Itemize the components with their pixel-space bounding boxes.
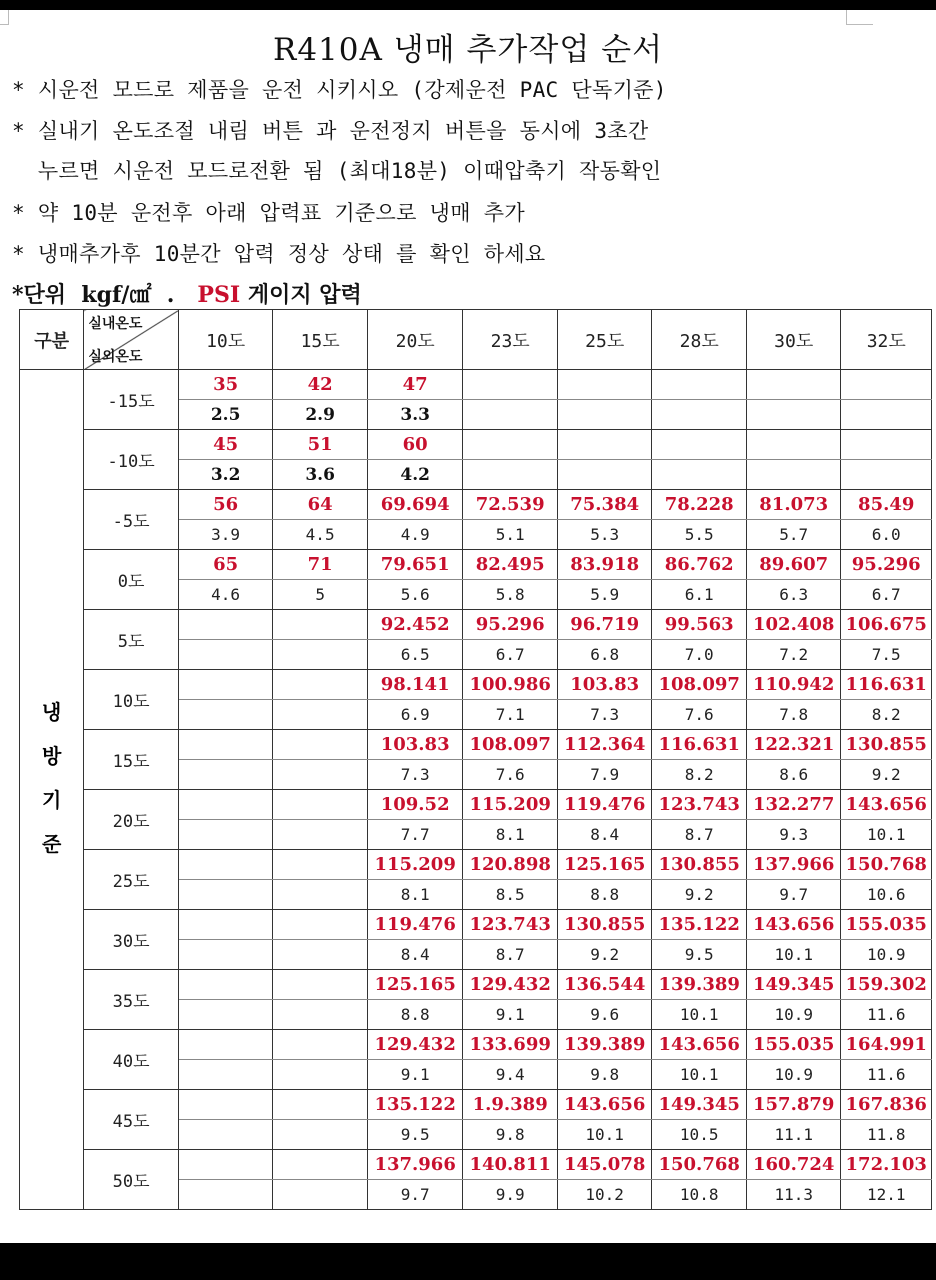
kgf-value-cell: 11.3 bbox=[746, 1180, 841, 1210]
psi-value-cell: 35 bbox=[178, 370, 273, 400]
kgf-value-cell: 6.9 bbox=[367, 700, 463, 730]
header-indoor-temp: 15도 bbox=[273, 310, 368, 370]
psi-value-cell: 123.743 bbox=[463, 910, 558, 940]
header-outdoor-label: 실외온도 bbox=[88, 349, 143, 365]
kgf-value-cell: 7.0 bbox=[652, 640, 747, 670]
kgf-value-cell bbox=[652, 460, 747, 490]
psi-value-cell: 139.389 bbox=[557, 1030, 652, 1060]
outdoor-temp-label: 50도 bbox=[84, 1150, 179, 1210]
pressure-table bbox=[19, 309, 932, 1210]
kgf-value-cell: 7.5 bbox=[841, 640, 932, 670]
page-corner-mark-left bbox=[0, 10, 9, 25]
kgf-value-cell: 6.7 bbox=[841, 580, 932, 610]
psi-value-cell: 71 bbox=[273, 550, 368, 580]
psi-value-cell: 130.855 bbox=[557, 910, 652, 940]
kgf-value-cell: 11.6 bbox=[841, 1060, 932, 1090]
psi-value-cell: 130.855 bbox=[841, 730, 932, 760]
psi-value-cell: 102.408 bbox=[746, 610, 841, 640]
psi-value-cell: 81.073 bbox=[746, 490, 841, 520]
header-indoor-temp: 23도 bbox=[463, 310, 558, 370]
psi-value-cell: 115.209 bbox=[367, 850, 463, 880]
kgf-value-cell: 9.7 bbox=[746, 880, 841, 910]
kgf-value-cell: 7.3 bbox=[557, 700, 652, 730]
psi-value-cell: 45 bbox=[178, 430, 273, 460]
table-row-psi bbox=[20, 970, 932, 1000]
note-line-5: * 냉매추가후 10분간 압력 정상 상태 를 확인 하세요 bbox=[12, 242, 546, 266]
kgf-value-cell bbox=[841, 400, 932, 430]
category-cell bbox=[20, 370, 84, 1210]
kgf-value-cell: 10.2 bbox=[557, 1180, 652, 1210]
psi-value-cell: 56 bbox=[178, 490, 273, 520]
kgf-value-cell: 7.9 bbox=[557, 760, 652, 790]
psi-value-cell bbox=[273, 730, 368, 760]
kgf-value-cell bbox=[273, 940, 368, 970]
kgf-value-cell: 8.1 bbox=[367, 880, 463, 910]
unit-line bbox=[12, 278, 362, 309]
kgf-value-cell: 8.1 bbox=[463, 820, 558, 850]
note-line-1: * 시운전 모드로 제품을 운전 시키시오 (강제운전 PAC 단독기준) bbox=[12, 78, 667, 102]
psi-value-cell bbox=[178, 790, 273, 820]
psi-value-cell bbox=[463, 370, 558, 400]
psi-value-cell bbox=[557, 370, 652, 400]
kgf-value-cell bbox=[178, 1180, 273, 1210]
kgf-value-cell bbox=[178, 640, 273, 670]
header-gubun: 구분 bbox=[20, 310, 84, 370]
kgf-value-cell: 12.1 bbox=[841, 1180, 932, 1210]
psi-value-cell: 72.539 bbox=[463, 490, 558, 520]
psi-value-cell: 51 bbox=[273, 430, 368, 460]
psi-value-cell: 160.724 bbox=[746, 1150, 841, 1180]
table-row-psi bbox=[20, 850, 932, 880]
psi-value-cell: 85.49 bbox=[841, 490, 932, 520]
outdoor-temp-label: 25도 bbox=[84, 850, 179, 910]
psi-value-cell: 1.9.389 bbox=[463, 1090, 558, 1120]
kgf-value-cell bbox=[273, 1120, 368, 1150]
psi-value-cell: 149.345 bbox=[652, 1090, 747, 1120]
kgf-value-cell bbox=[273, 1060, 368, 1090]
unit-separator: . bbox=[151, 282, 175, 308]
psi-value-cell: 69.694 bbox=[367, 490, 463, 520]
kgf-value-cell: 11.6 bbox=[841, 1000, 932, 1030]
kgf-value-cell: 11.8 bbox=[841, 1120, 932, 1150]
psi-value-cell: 103.83 bbox=[557, 670, 652, 700]
kgf-value-cell: 2.5 bbox=[178, 400, 273, 430]
kgf-value-cell: 11.1 bbox=[746, 1120, 841, 1150]
kgf-value-cell: 5.5 bbox=[652, 520, 747, 550]
header-indoor-temp: 30도 bbox=[746, 310, 841, 370]
kgf-value-cell: 9.1 bbox=[367, 1060, 463, 1090]
table-row-psi bbox=[20, 490, 932, 520]
psi-value-cell: 98.141 bbox=[367, 670, 463, 700]
kgf-value-cell: 9.8 bbox=[557, 1060, 652, 1090]
kgf-value-cell: 9.9 bbox=[463, 1180, 558, 1210]
kgf-value-cell bbox=[557, 400, 652, 430]
psi-value-cell: 99.563 bbox=[652, 610, 747, 640]
psi-value-cell bbox=[178, 610, 273, 640]
psi-value-cell: 129.432 bbox=[367, 1030, 463, 1060]
page-corner-mark-right bbox=[846, 10, 873, 25]
kgf-value-cell: 6.7 bbox=[463, 640, 558, 670]
psi-value-cell: 103.83 bbox=[367, 730, 463, 760]
psi-value-cell bbox=[178, 850, 273, 880]
kgf-value-cell bbox=[178, 1060, 273, 1090]
kgf-value-cell: 8.8 bbox=[367, 1000, 463, 1030]
outdoor-temp-label: -5도 bbox=[84, 490, 179, 550]
header-indoor-temp: 25도 bbox=[557, 310, 652, 370]
psi-value-cell: 139.389 bbox=[652, 970, 747, 1000]
psi-value-cell bbox=[273, 910, 368, 940]
kgf-value-cell bbox=[273, 760, 368, 790]
kgf-value-cell: 6.1 bbox=[652, 580, 747, 610]
kgf-value-cell: 6.8 bbox=[557, 640, 652, 670]
outdoor-temp-label: 5도 bbox=[84, 610, 179, 670]
psi-value-cell: 130.855 bbox=[652, 850, 747, 880]
psi-value-cell bbox=[652, 370, 747, 400]
kgf-value-cell: 3.2 bbox=[178, 460, 273, 490]
psi-value-cell: 120.898 bbox=[463, 850, 558, 880]
outdoor-temp-label: -15도 bbox=[84, 370, 179, 430]
psi-value-cell: 149.345 bbox=[746, 970, 841, 1000]
psi-value-cell: 164.991 bbox=[841, 1030, 932, 1060]
kgf-value-cell: 10.1 bbox=[652, 1000, 747, 1030]
psi-value-cell: 65 bbox=[178, 550, 273, 580]
kgf-value-cell bbox=[273, 880, 368, 910]
psi-value-cell: 136.544 bbox=[557, 970, 652, 1000]
kgf-value-cell bbox=[178, 700, 273, 730]
header-diagonal-cell bbox=[84, 310, 179, 370]
kgf-value-cell: 8.2 bbox=[652, 760, 747, 790]
psi-value-cell: 100.986 bbox=[463, 670, 558, 700]
kgf-value-cell: 9.5 bbox=[367, 1120, 463, 1150]
psi-value-cell bbox=[178, 970, 273, 1000]
psi-value-cell bbox=[652, 430, 747, 460]
kgf-value-cell: 4.9 bbox=[367, 520, 463, 550]
outdoor-temp-label: 45도 bbox=[84, 1090, 179, 1150]
psi-value-cell bbox=[273, 1090, 368, 1120]
kgf-value-cell: 9.7 bbox=[367, 1180, 463, 1210]
psi-value-cell: 135.122 bbox=[367, 1090, 463, 1120]
psi-value-cell: 140.811 bbox=[463, 1150, 558, 1180]
kgf-value-cell: 8.6 bbox=[746, 760, 841, 790]
unit-suffix: 게이지 압력 bbox=[240, 282, 362, 308]
kgf-value-cell bbox=[841, 460, 932, 490]
psi-value-cell: 125.165 bbox=[367, 970, 463, 1000]
psi-value-cell: 82.495 bbox=[463, 550, 558, 580]
psi-value-cell: 106.675 bbox=[841, 610, 932, 640]
table-row-psi bbox=[20, 370, 932, 400]
kgf-value-cell: 9.3 bbox=[746, 820, 841, 850]
bottom-black-bar bbox=[0, 1243, 936, 1280]
kgf-value-cell bbox=[178, 1000, 273, 1030]
psi-value-cell: 143.656 bbox=[746, 910, 841, 940]
psi-value-cell bbox=[178, 670, 273, 700]
psi-value-cell: 47 bbox=[367, 370, 463, 400]
table-row-psi bbox=[20, 610, 932, 640]
psi-value-cell: 129.432 bbox=[463, 970, 558, 1000]
psi-value-cell bbox=[178, 1030, 273, 1060]
psi-value-cell bbox=[557, 430, 652, 460]
kgf-value-cell: 8.7 bbox=[652, 820, 747, 850]
kgf-value-cell: 7.1 bbox=[463, 700, 558, 730]
kgf-value-cell: 9.8 bbox=[463, 1120, 558, 1150]
header-indoor-temp: 10도 bbox=[178, 310, 273, 370]
psi-value-cell: 92.452 bbox=[367, 610, 463, 640]
kgf-value-cell: 4.5 bbox=[273, 520, 368, 550]
psi-value-cell: 96.719 bbox=[557, 610, 652, 640]
kgf-value-cell: 8.5 bbox=[463, 880, 558, 910]
psi-value-cell: 95.296 bbox=[841, 550, 932, 580]
kgf-value-cell bbox=[178, 820, 273, 850]
category-label: 냉 방 기 준 bbox=[42, 700, 62, 856]
header-indoor-label: 실내온도 bbox=[88, 316, 143, 332]
kgf-value-cell: 5.7 bbox=[746, 520, 841, 550]
kgf-value-cell: 10.6 bbox=[841, 880, 932, 910]
note-line-2: * 실내기 온도조절 내림 버튼 과 운전정지 버튼을 동시에 3초간 bbox=[12, 119, 649, 143]
outdoor-temp-label: 35도 bbox=[84, 970, 179, 1030]
kgf-value-cell bbox=[557, 460, 652, 490]
outdoor-temp-label: 10도 bbox=[84, 670, 179, 730]
psi-value-cell bbox=[178, 910, 273, 940]
psi-value-cell bbox=[841, 430, 932, 460]
kgf-value-cell: 3.6 bbox=[273, 460, 368, 490]
kgf-value-cell bbox=[178, 880, 273, 910]
header-indoor-temp: 32도 bbox=[841, 310, 932, 370]
kgf-value-cell bbox=[746, 400, 841, 430]
psi-value-cell: 60 bbox=[367, 430, 463, 460]
table-row-psi bbox=[20, 790, 932, 820]
psi-value-cell bbox=[273, 1150, 368, 1180]
outdoor-temp-label: 40도 bbox=[84, 1030, 179, 1090]
table-row-psi bbox=[20, 550, 932, 580]
psi-value-cell: 108.097 bbox=[463, 730, 558, 760]
psi-value-cell: 78.228 bbox=[652, 490, 747, 520]
kgf-value-cell: 9.2 bbox=[652, 880, 747, 910]
header-indoor-temp: 20도 bbox=[367, 310, 463, 370]
psi-value-cell: 145.078 bbox=[557, 1150, 652, 1180]
psi-value-cell: 75.384 bbox=[557, 490, 652, 520]
psi-value-cell: 150.768 bbox=[652, 1150, 747, 1180]
kgf-value-cell bbox=[273, 700, 368, 730]
psi-value-cell: 125.165 bbox=[557, 850, 652, 880]
kgf-value-cell: 7.2 bbox=[746, 640, 841, 670]
kgf-value-cell bbox=[652, 400, 747, 430]
psi-value-cell: 137.966 bbox=[746, 850, 841, 880]
table-row-psi bbox=[20, 1030, 932, 1060]
kgf-value-cell: 10.9 bbox=[746, 1000, 841, 1030]
psi-value-cell bbox=[273, 1030, 368, 1060]
kgf-value-cell: 10.1 bbox=[652, 1060, 747, 1090]
outdoor-temp-label: 20도 bbox=[84, 790, 179, 850]
kgf-value-cell: 10.1 bbox=[746, 940, 841, 970]
kgf-value-cell: 3.9 bbox=[178, 520, 273, 550]
table-row-psi bbox=[20, 1090, 932, 1120]
psi-value-cell bbox=[178, 1150, 273, 1180]
kgf-value-cell: 10.8 bbox=[652, 1180, 747, 1210]
psi-value-cell: 137.966 bbox=[367, 1150, 463, 1180]
note-line-4: * 약 10분 운전후 아래 압력표 기준으로 냉매 추가 bbox=[12, 201, 525, 225]
kgf-value-cell: 8.4 bbox=[367, 940, 463, 970]
psi-value-cell: 167.836 bbox=[841, 1090, 932, 1120]
psi-value-cell: 123.743 bbox=[652, 790, 747, 820]
psi-value-cell: 143.656 bbox=[841, 790, 932, 820]
kgf-value-cell: 10.9 bbox=[746, 1060, 841, 1090]
psi-value-cell: 79.651 bbox=[367, 550, 463, 580]
kgf-value-cell bbox=[273, 640, 368, 670]
psi-value-cell bbox=[841, 370, 932, 400]
kgf-value-cell: 9.2 bbox=[557, 940, 652, 970]
psi-value-cell: 83.918 bbox=[557, 550, 652, 580]
psi-value-cell bbox=[178, 1090, 273, 1120]
psi-value-cell: 150.768 bbox=[841, 850, 932, 880]
psi-value-cell: 95.296 bbox=[463, 610, 558, 640]
psi-value-cell: 116.631 bbox=[652, 730, 747, 760]
header-indoor-temp: 28도 bbox=[652, 310, 747, 370]
psi-value-cell: 89.607 bbox=[746, 550, 841, 580]
kgf-value-cell: 4.2 bbox=[367, 460, 463, 490]
kgf-value-cell: 6.5 bbox=[367, 640, 463, 670]
psi-value-cell: 143.656 bbox=[557, 1090, 652, 1120]
kgf-value-cell: 9.2 bbox=[841, 760, 932, 790]
psi-value-cell: 115.209 bbox=[463, 790, 558, 820]
psi-value-cell: 132.277 bbox=[746, 790, 841, 820]
outdoor-temp-label: 30도 bbox=[84, 910, 179, 970]
psi-value-cell bbox=[273, 850, 368, 880]
kgf-value-cell: 5.6 bbox=[367, 580, 463, 610]
table-row-psi bbox=[20, 430, 932, 460]
psi-value-cell: 108.097 bbox=[652, 670, 747, 700]
kgf-value-cell bbox=[273, 1180, 368, 1210]
psi-value-cell bbox=[746, 370, 841, 400]
kgf-value-cell: 10.1 bbox=[557, 1120, 652, 1150]
kgf-value-cell: 7.7 bbox=[367, 820, 463, 850]
kgf-value-cell: 9.6 bbox=[557, 1000, 652, 1030]
kgf-value-cell: 5.8 bbox=[463, 580, 558, 610]
psi-value-cell: 109.52 bbox=[367, 790, 463, 820]
psi-value-cell: 157.879 bbox=[746, 1090, 841, 1120]
psi-value-cell: 122.321 bbox=[746, 730, 841, 760]
kgf-value-cell: 3.3 bbox=[367, 400, 463, 430]
psi-value-cell: 172.103 bbox=[841, 1150, 932, 1180]
psi-value-cell: 155.035 bbox=[841, 910, 932, 940]
psi-value-cell: 143.656 bbox=[652, 1030, 747, 1060]
psi-value-cell bbox=[273, 670, 368, 700]
psi-value-cell: 42 bbox=[273, 370, 368, 400]
outdoor-temp-label: 15도 bbox=[84, 730, 179, 790]
kgf-value-cell: 2.9 bbox=[273, 400, 368, 430]
kgf-value-cell bbox=[178, 940, 273, 970]
kgf-value-cell: 5.9 bbox=[557, 580, 652, 610]
kgf-value-cell: 7.6 bbox=[463, 760, 558, 790]
psi-value-cell: 86.762 bbox=[652, 550, 747, 580]
kgf-value-cell: 10.1 bbox=[841, 820, 932, 850]
outdoor-temp-label: -10도 bbox=[84, 430, 179, 490]
document-title: R410A 냉매 추가작업 순서 bbox=[272, 32, 664, 68]
kgf-value-cell bbox=[178, 760, 273, 790]
kgf-value-cell bbox=[463, 400, 558, 430]
psi-value-cell bbox=[273, 970, 368, 1000]
table-row-psi bbox=[20, 670, 932, 700]
psi-value-cell bbox=[273, 790, 368, 820]
table-row-psi bbox=[20, 910, 932, 940]
psi-value-cell: 135.122 bbox=[652, 910, 747, 940]
table-row-psi bbox=[20, 1150, 932, 1180]
table-row-psi bbox=[20, 730, 932, 760]
psi-value-cell bbox=[178, 730, 273, 760]
note-line-3: 누르면 시운전 모드로전환 됨 (최대18분) 이때압축기 작동확인 bbox=[12, 159, 662, 183]
kgf-value-cell: 5.3 bbox=[557, 520, 652, 550]
kgf-value-cell: 6.3 bbox=[746, 580, 841, 610]
kgf-value-cell: 9.4 bbox=[463, 1060, 558, 1090]
psi-value-cell: 64 bbox=[273, 490, 368, 520]
kgf-value-cell bbox=[746, 460, 841, 490]
kgf-value-cell: 4.6 bbox=[178, 580, 273, 610]
kgf-value-cell: 7.3 bbox=[367, 760, 463, 790]
kgf-value-cell: 6.0 bbox=[841, 520, 932, 550]
kgf-value-cell: 8.8 bbox=[557, 880, 652, 910]
table-header-row bbox=[20, 310, 932, 370]
kgf-value-cell bbox=[273, 820, 368, 850]
psi-value-cell: 112.364 bbox=[557, 730, 652, 760]
outdoor-temp-label: 0도 bbox=[84, 550, 179, 610]
kgf-value-cell: 10.9 bbox=[841, 940, 932, 970]
kgf-value-cell bbox=[273, 1000, 368, 1030]
psi-value-cell: 119.476 bbox=[557, 790, 652, 820]
kgf-value-cell: 8.7 bbox=[463, 940, 558, 970]
kgf-value-cell: 8.2 bbox=[841, 700, 932, 730]
kgf-value-cell: 7.8 bbox=[746, 700, 841, 730]
kgf-value-cell: 9.1 bbox=[463, 1000, 558, 1030]
psi-value-cell bbox=[463, 430, 558, 460]
psi-value-cell: 116.631 bbox=[841, 670, 932, 700]
psi-value-cell bbox=[273, 610, 368, 640]
psi-value-cell: 133.699 bbox=[463, 1030, 558, 1060]
table-body bbox=[20, 370, 932, 1210]
kgf-value-cell: 10.5 bbox=[652, 1120, 747, 1150]
kgf-value-cell: 7.6 bbox=[652, 700, 747, 730]
unit-psi: PSI bbox=[197, 282, 241, 308]
psi-value-cell: 155.035 bbox=[746, 1030, 841, 1060]
kgf-value-cell: 5.1 bbox=[463, 520, 558, 550]
kgf-value-cell bbox=[178, 1120, 273, 1150]
kgf-value-cell: 8.4 bbox=[557, 820, 652, 850]
psi-value-cell bbox=[746, 430, 841, 460]
psi-value-cell: 119.476 bbox=[367, 910, 463, 940]
psi-value-cell: 110.942 bbox=[746, 670, 841, 700]
kgf-value-cell: 5 bbox=[273, 580, 368, 610]
unit-prefix: *단위 kgf/㎠ bbox=[12, 282, 152, 308]
psi-value-cell: 159.302 bbox=[841, 970, 932, 1000]
kgf-value-cell: 9.5 bbox=[652, 940, 747, 970]
kgf-value-cell bbox=[463, 460, 558, 490]
